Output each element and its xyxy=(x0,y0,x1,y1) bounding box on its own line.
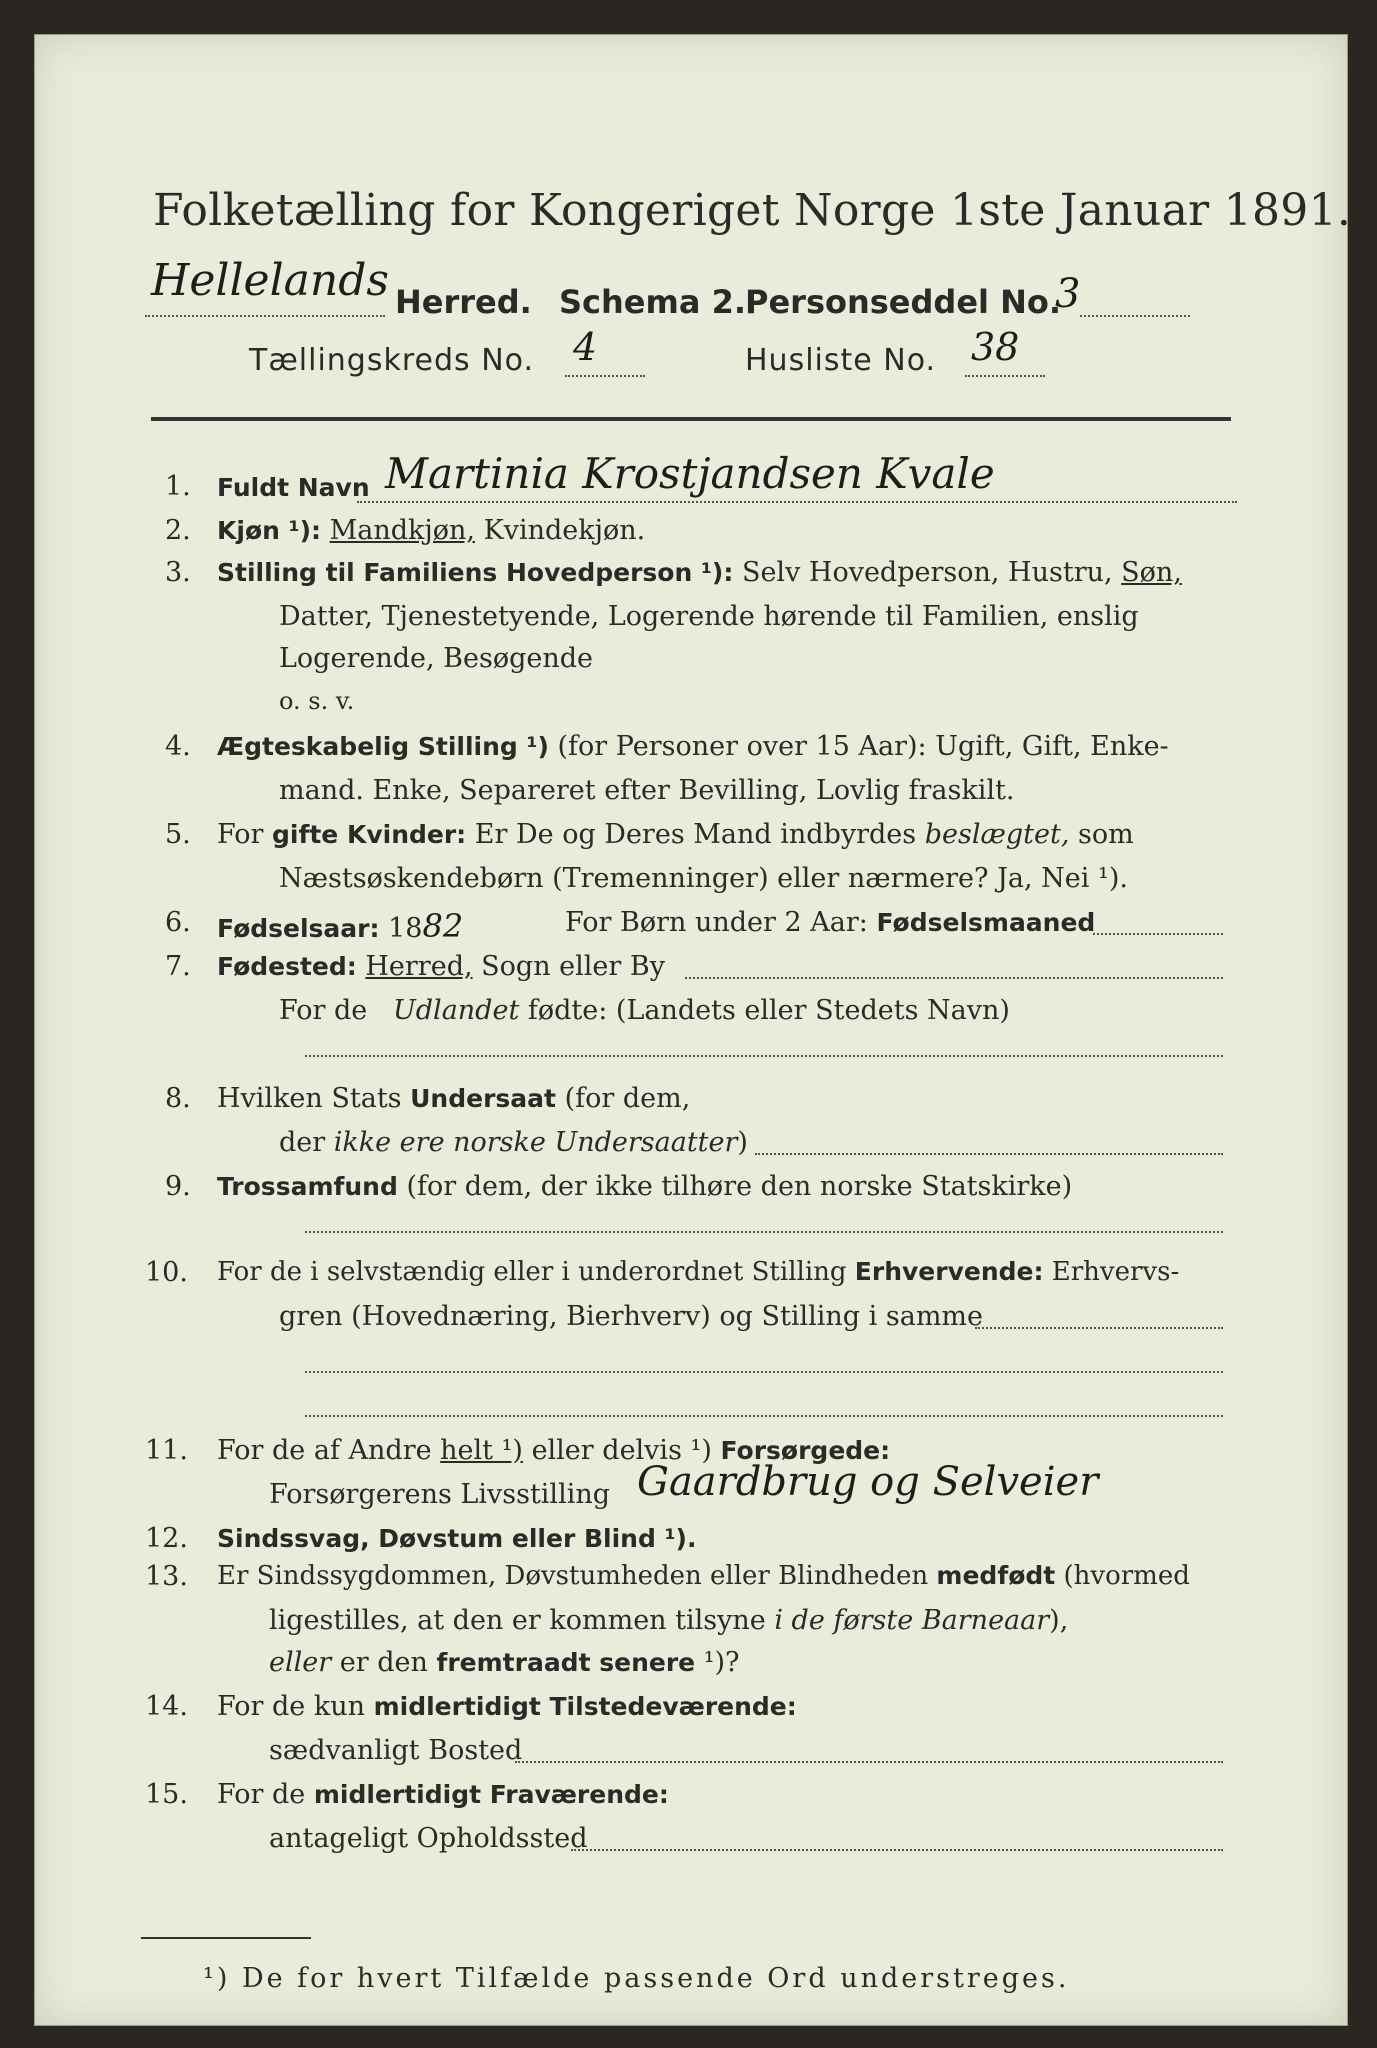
item-11-line-2: Forsørgerens Livsstilling xyxy=(269,1479,611,1510)
husliste-label: Husliste No. xyxy=(745,343,937,378)
item-6-label-2: Fødselsmaaned xyxy=(876,908,1096,937)
herred-label: Herred. xyxy=(395,283,532,321)
item-15-number: 15. xyxy=(145,1779,188,1810)
item-5-number: 5. xyxy=(165,819,191,850)
item-14-label: midlertidigt Tilstedeværende: xyxy=(373,1692,797,1721)
item-2-option-kvindekjon: Kvindekjøn. xyxy=(483,515,646,546)
item-4-line-1: (for Personer over 15 Aar): Ugift, Gift, Enke- xyxy=(557,731,1169,762)
personseddel-dotline xyxy=(1080,315,1190,317)
herred-dotline xyxy=(145,315,385,317)
personseddel-number: 3 xyxy=(1055,271,1081,317)
item-14-line-1a: For de kun xyxy=(217,1691,365,1722)
item-10-line-1a: For de i selvstændig eller i underordnet Stilling xyxy=(217,1257,847,1287)
item-13-label: medfødt xyxy=(936,1561,1056,1590)
item-9-line-1: (for dem, der ikke tilhøre den norske Statskirke) xyxy=(406,1171,1073,1202)
item-1-dotline xyxy=(357,501,1237,503)
husliste-number: 38 xyxy=(971,325,1020,369)
item-9-number: 9. xyxy=(165,1171,191,1202)
item-7-option-herred: Herred, xyxy=(365,951,473,982)
footnote: ¹) De for hvert Tilfælde passende Ord understreges. xyxy=(203,1963,1070,1994)
item-13-number: 13. xyxy=(145,1561,188,1592)
footnote-rule xyxy=(141,1937,311,1939)
item-7-line-2c: fødte: (Landets eller Stedets Navn) xyxy=(527,995,1010,1026)
item-5-line-1b: beslægtet, xyxy=(924,819,1070,850)
item-12-label: Sindssvag, Døvstum eller Blind ¹). xyxy=(217,1524,697,1553)
item-1-label: Fuldt Navn xyxy=(217,473,370,502)
item-15-label: midlertidigt Fraværende: xyxy=(313,1780,669,1809)
item-13-line-2a: ligestilles, at den er kommen tilsyne xyxy=(269,1605,766,1636)
item-10-line-1b: Erhvervs- xyxy=(1051,1257,1180,1287)
item-8-line-1b: (for dem, xyxy=(564,1083,691,1114)
item-10-label: Erhvervende: xyxy=(854,1257,1044,1286)
item-13-line-2b: i de første Barneaar xyxy=(774,1605,1050,1636)
item-5-line-1c: som xyxy=(1078,819,1134,850)
item-14-line-2: sædvanligt Bosted xyxy=(269,1735,523,1766)
item-13-line-3c: ¹)? xyxy=(703,1647,740,1678)
item-7-dotline-1 xyxy=(685,977,1223,979)
item-8-line-1a: Hvilken Stats xyxy=(217,1083,402,1114)
schema-label: Schema 2. xyxy=(559,283,746,321)
kreds-label: Tællingskreds No. xyxy=(249,343,534,378)
item-13-line-1a: Er Sindssygdommen, Døvstumheden eller Blindheden xyxy=(217,1561,929,1591)
item-14-number: 14. xyxy=(145,1691,188,1722)
item-3-line-3: Logerende, Besøgende xyxy=(279,643,593,674)
item-10-dotline-2 xyxy=(305,1371,1223,1373)
item-7-label: Fødested: xyxy=(217,952,357,981)
herred-handwritten: Hellelands xyxy=(151,255,389,306)
item-8-line-2a: der xyxy=(279,1127,326,1158)
item-3-number: 3. xyxy=(165,557,191,588)
item-11-line-1b: eller delvis ¹) xyxy=(531,1435,712,1466)
item-8-dotline xyxy=(755,1153,1223,1155)
item-9-dotline xyxy=(305,1231,1223,1233)
item-5-line-2: Næstsøskendebørn (Tremenninger) eller nærmere? Ja, Nei ¹). xyxy=(279,863,1128,894)
item-13-line-3b: er den xyxy=(339,1647,428,1678)
form-title: Folketælling for Kongeriget Norge 1ste Januar 1891. xyxy=(153,185,1352,236)
item-10-number: 10. xyxy=(145,1257,188,1288)
item-9-label: Trossamfund xyxy=(217,1172,398,1201)
item-3-line-4: o. s. v. xyxy=(279,687,355,715)
census-form-sheet xyxy=(34,34,1352,2026)
item-8-line-2b: ikke ere norske Undersaatter xyxy=(333,1127,738,1158)
item-6-number: 6. xyxy=(165,907,191,938)
item-6-year-handwritten: 82 xyxy=(422,907,464,945)
personseddel-label: Personseddel No. xyxy=(745,283,1062,321)
item-2-label: Kjøn ¹): xyxy=(217,516,321,545)
item-7-line-2b: Udlandet xyxy=(393,995,520,1026)
item-1-number: 1. xyxy=(165,471,191,502)
item-11-line-1a: For de af Andre xyxy=(217,1435,432,1466)
item-1-name-handwritten: Martinia Krostjandsen Kvale xyxy=(385,449,995,498)
item-3-line-1: Selv Hovedperson, Hustru, xyxy=(741,557,1113,588)
item-13-line-1b: (hvormed xyxy=(1063,1561,1190,1591)
item-3-line-2: Datter, Tjenestetyende, Logerende hørende til Familien, enslig xyxy=(279,601,1139,632)
husliste-dotline xyxy=(965,375,1045,377)
item-10-line-2: gren (Hovednæring, Bierhverv) og Stilling i samme xyxy=(279,1301,984,1332)
item-6-mid: For Børn under 2 Aar: xyxy=(565,907,868,938)
item-14-dotline xyxy=(515,1761,1223,1763)
item-11-label: Forsørgede: xyxy=(720,1436,891,1465)
item-5-line-1a: Er De og Deres Mand indbyrdes xyxy=(474,819,917,850)
header-rule xyxy=(151,417,1231,421)
item-13-label-2: fremtraadt senere xyxy=(436,1648,696,1677)
item-8-number: 8. xyxy=(165,1083,191,1114)
item-8-label: Undersaat xyxy=(410,1084,556,1113)
item-6-year-prefix: 18 xyxy=(388,913,423,944)
item-7-number: 7. xyxy=(165,951,191,982)
item-4-line-2: mand. Enke, Separeret efter Bevilling, Lovlig fraskilt. xyxy=(279,775,1015,806)
item-12-number: 12. xyxy=(145,1523,188,1554)
item-10-dotline-3 xyxy=(305,1415,1223,1417)
item-6-dotline xyxy=(1093,933,1223,935)
item-3-label: Stilling til Familiens Hovedperson ¹): xyxy=(217,558,734,587)
item-5-label: gifte Kvinder: xyxy=(272,820,467,849)
kreds-dotline xyxy=(565,375,645,377)
kreds-number: 4 xyxy=(573,325,598,369)
item-15-line-2: antageligt Opholdssted xyxy=(269,1823,588,1854)
item-3-option-son: Søn, xyxy=(1121,557,1182,588)
item-11-number: 11. xyxy=(145,1435,188,1466)
item-4-number: 4. xyxy=(165,731,191,762)
item-10-dotline-1 xyxy=(975,1327,1223,1329)
item-7-line-2a: For de xyxy=(279,995,368,1026)
item-15-dotline xyxy=(571,1849,1223,1851)
item-11-option-helt: helt ¹) xyxy=(440,1435,523,1466)
item-2-option-mandkjon: Mandkjøn, xyxy=(329,515,475,546)
item-4-label: Ægteskabelig Stilling ¹) xyxy=(217,732,549,761)
item-6-label: Fødselsaar: xyxy=(217,914,380,943)
item-8-line-2c: ) xyxy=(737,1127,748,1158)
item-5-pre: For xyxy=(217,819,264,850)
item-2-number: 2. xyxy=(165,515,191,546)
item-13-line-3a: eller xyxy=(269,1647,332,1678)
item-7-line-1: Sogn eller By xyxy=(481,951,665,982)
item-11-handwritten: Gaardbrug og Selveier xyxy=(637,1459,1099,1505)
item-7-dotline-2 xyxy=(305,1055,1223,1057)
item-15-line-1a: For de xyxy=(217,1779,306,1810)
item-13-line-2c: ), xyxy=(1049,1605,1069,1636)
